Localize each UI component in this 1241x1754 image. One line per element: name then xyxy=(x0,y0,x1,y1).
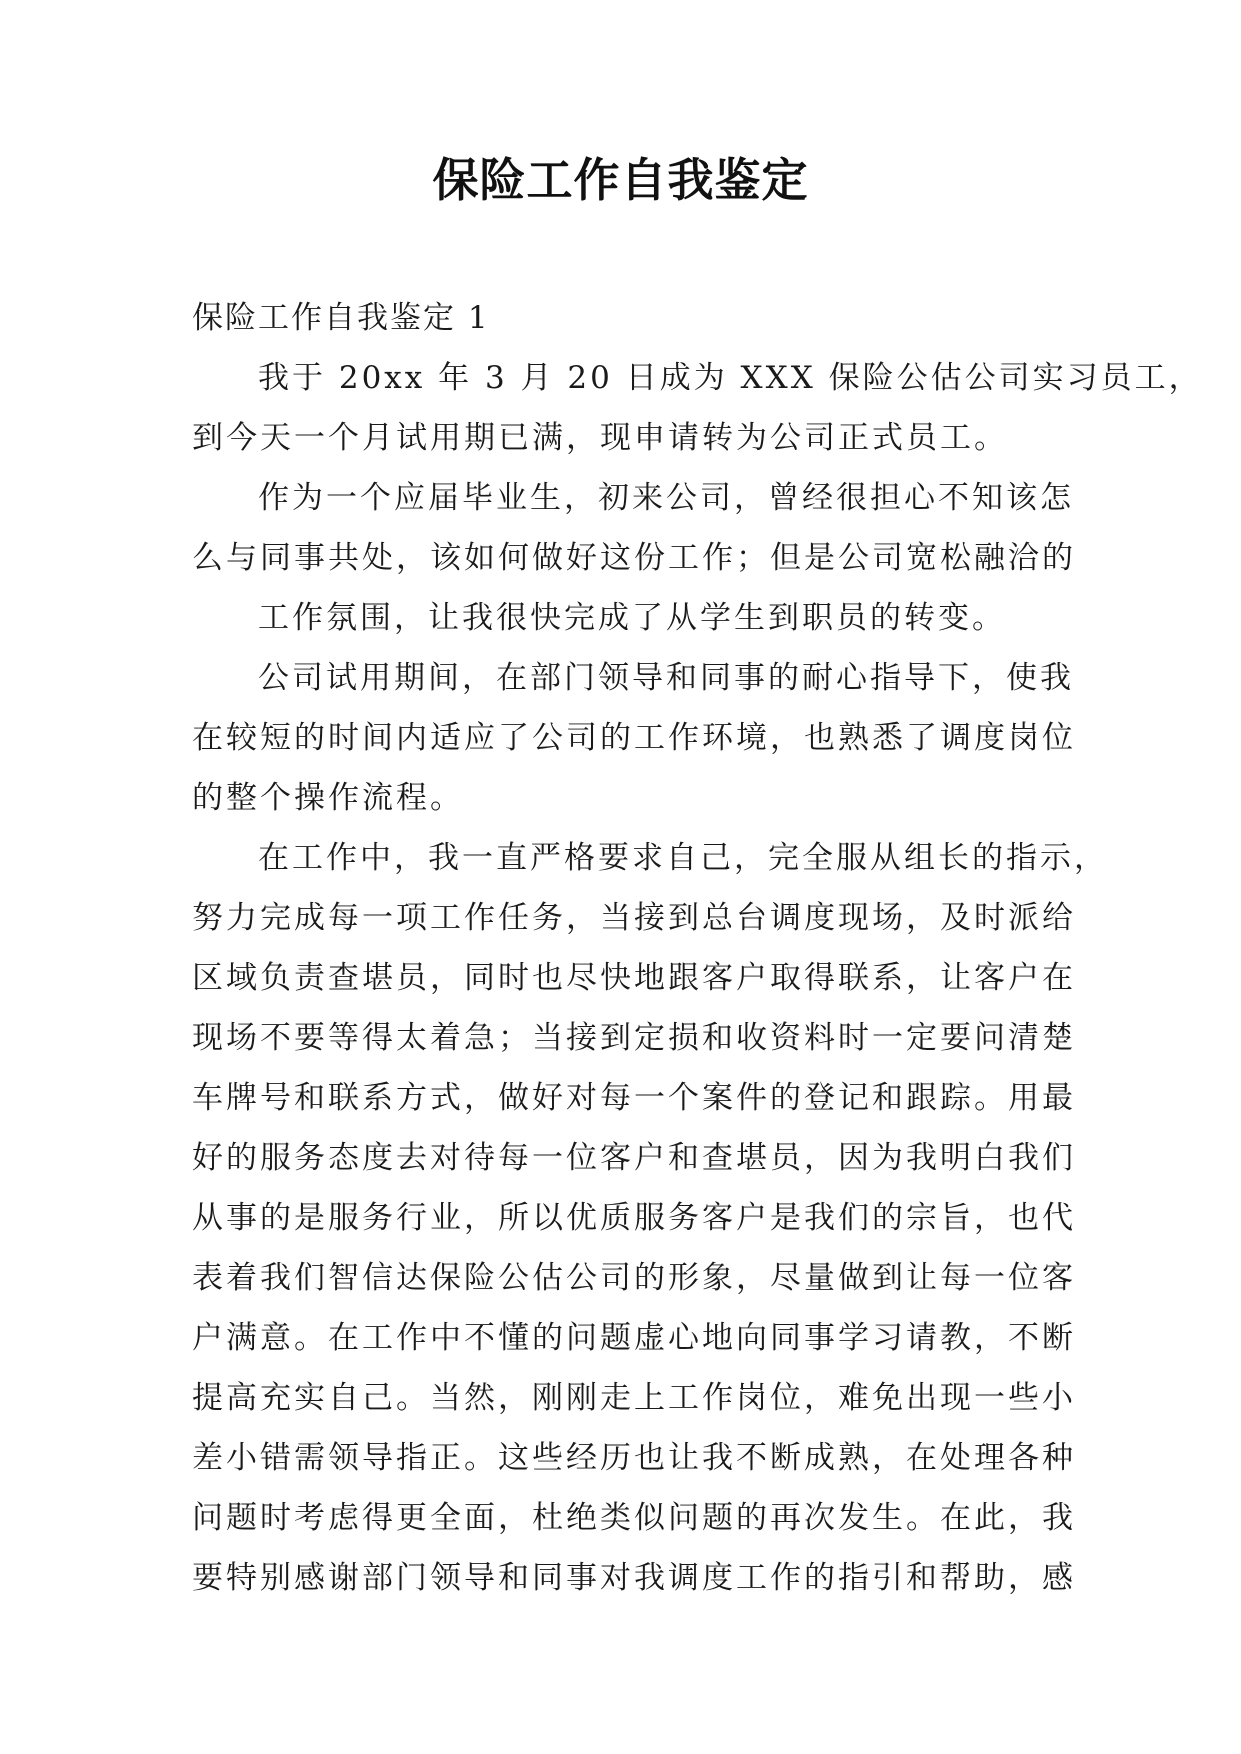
document-body xyxy=(192,288,1203,1608)
paragraph-line: 提高充实自己。当然，刚刚走上工作岗位，难免出现一些小 xyxy=(192,1380,1076,1416)
section-heading: 保险工作自我鉴定 1 xyxy=(192,300,490,336)
paragraph-line: 问题时考虑得更全面，杜绝类似问题的再次发生。在此，我 xyxy=(192,1500,1076,1536)
document-title: 保险工作自我鉴定 xyxy=(432,153,809,207)
paragraph-line: 工作氛围，让我很快完成了从学生到职员的转变。 xyxy=(258,600,1006,636)
paragraph-line: 么与同事共处，该如何做好这份工作；但是公司宽松融洽的 xyxy=(192,540,1076,576)
paragraph-line: 户满意。在工作中不懂的问题虚心地向同事学习请教，不断 xyxy=(192,1320,1076,1356)
paragraph-line: 的整个操作流程。 xyxy=(192,780,464,816)
paragraph-line: 作为一个应届毕业生，初来公司，曾经很担心不知该怎 xyxy=(258,480,1074,516)
paragraph-line: 在较短的时间内适应了公司的工作环境，也熟悉了调度岗位 xyxy=(192,720,1076,756)
paragraph-line: 现场不要等得太着急；当接到定损和收资料时一定要问清楚 xyxy=(192,1020,1076,1056)
paragraph-line: 表着我们智信达保险公估公司的形象，尽量做到让每一位客 xyxy=(192,1260,1076,1296)
paragraph-line: 我于 20xx 年 3 月 20 日成为 XXX 保险公估公司实习员工， xyxy=(258,360,1203,396)
paragraph-line: 在工作中，我一直严格要求自己，完全服从组长的指示， xyxy=(258,840,1108,876)
paragraph-line: 车牌号和联系方式，做好对每一个案件的登记和跟踪。用最 xyxy=(192,1080,1076,1116)
paragraph-line: 差小错需领导指正。这些经历也让我不断成熟，在处理各种 xyxy=(192,1440,1076,1476)
paragraph-line: 从事的是服务行业，所以优质服务客户是我们的宗旨，也代 xyxy=(192,1200,1076,1236)
paragraph-line: 好的服务态度去对待每一位客户和查堪员，因为我明白我们 xyxy=(192,1140,1076,1176)
paragraph-line: 区域负责查堪员，同时也尽快地跟客户取得联系，让客户在 xyxy=(192,960,1076,996)
paragraph-line: 公司试用期间，在部门领导和同事的耐心指导下，使我 xyxy=(258,660,1074,696)
paragraph-line: 努力完成每一项工作任务，当接到总台调度现场，及时派给 xyxy=(192,900,1076,936)
paragraph-line: 要特别感谢部门领导和同事对我调度工作的指引和帮助，感 xyxy=(192,1560,1076,1596)
paragraph-line: 到今天一个月试用期已满，现申请转为公司正式员工。 xyxy=(192,420,1008,456)
